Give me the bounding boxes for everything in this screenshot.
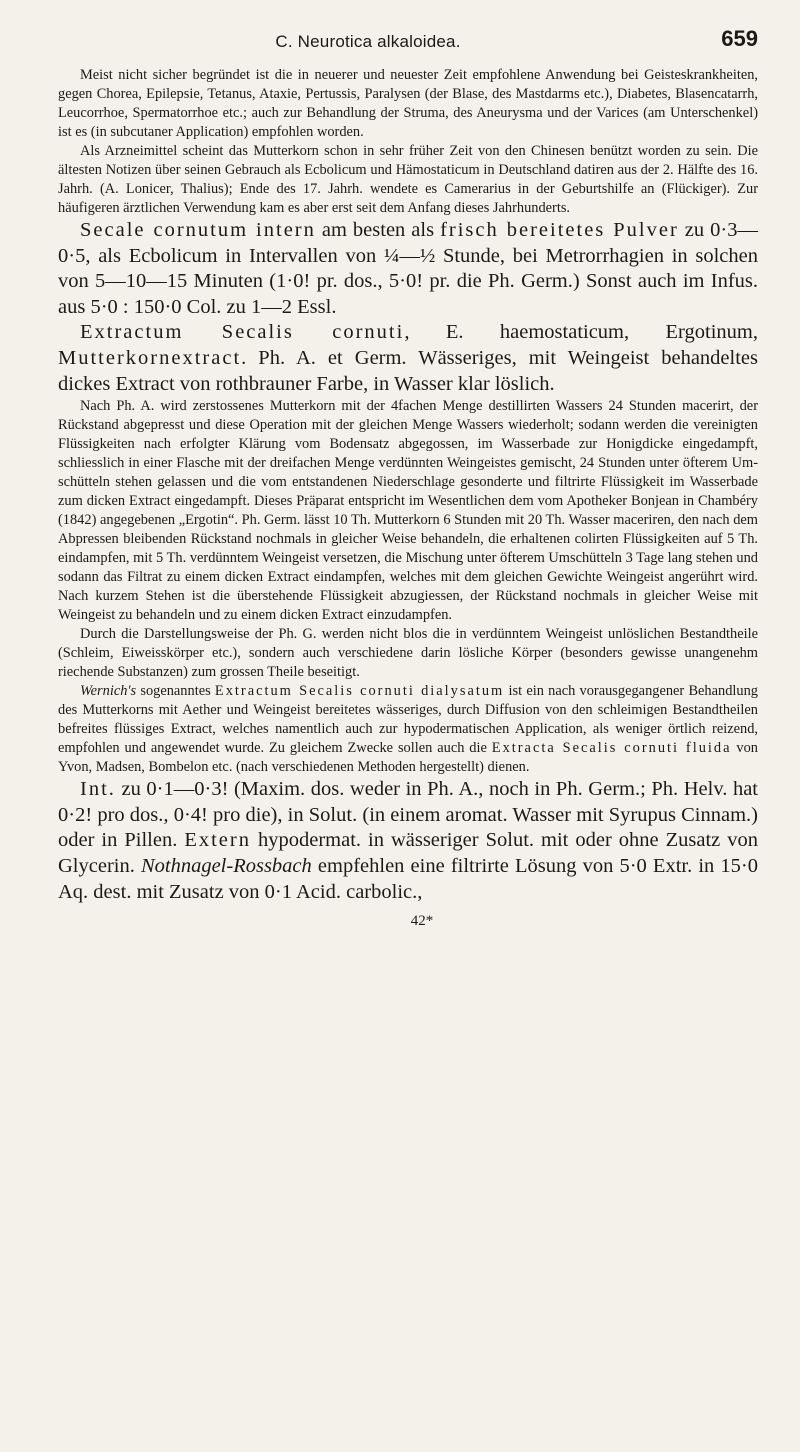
author-nothnagel-rossbach: Nothnagel-Rossbach — [140, 854, 312, 877]
paragraph-text: Als Arzneimittel scheint das Mutterkorn schon in sehr früher Zeit von den Chinesen benützt worden zu sein. Die ältesten Notizen über seinen Gebrauch als Ecbolicum und Hämostaticum in Deutschland datiren aus der 2. Hälfte des 16. Jahrh. (A. Lonicer, Thalius); Ende des 17. Jahrh. wendete es Camerarius in der Geburtshilfe an (Flückiger). Zur häufigeren ärztlichen Verwendung kam es aber erst seit dem Anfang dieses Jahrhunderts. — [58, 143, 758, 216]
paragraph-text: ist ein nach vorausgegangener Behandlung des Mutterkorns mit Aether und Weingeist bereitetes wässeriges, durch Diffusion von den schleimigen Bestandtheilen befreites flüssiges Extract, welches namentlich auch zur hypodermatischen Application, als weniger örtlich reizend, empfohlen und angewendet wurde. Zu gleichem Zwecke sollen auch die — [58, 683, 758, 757]
paragraph-indications — [58, 66, 758, 142]
term-external: Extern — [184, 829, 251, 852]
paragraph-purification — [58, 625, 758, 682]
paragraph-text: am besten als — [315, 219, 441, 241]
page-number: 659 — [721, 26, 758, 51]
paragraph-text: zu 0·3—0·5, als Ecbolicum in Intervallen von ¼—½ Stunde, bei Metrorrhagien in solchen von 5—10—15 Minuten (1·0! pr. dos., 5·0! pr. die Ph. Germ.) Sonst auch im Infus. aus 5·0 : 150·0 Col. zu 1—2 Essl. — [58, 219, 758, 318]
paragraph-text: empfehlen eine filtrirte Lösung von 5·0 Extr. in 15·0 Aq. dest. mit Zusatz von 0·1 Acid. carbolic., — [58, 854, 758, 903]
paragraph-text: zu 0·1—0·3! (Maxim. dos. weder in Ph. A., noch in Ph. Germ.; Ph. Helv. hat 0·2! pro dos., 0·4! pro die), in Solut. (in einem aromat. Wasser mit Syrupus Cinnam.) oder in Pillen. — [58, 778, 758, 852]
paragraph-internal-external-use — [58, 777, 758, 905]
paragraph-text: hypodermat. in wässeriger Solut. mit oder ohne Zusatz von Glycerin. — [58, 829, 758, 877]
paragraph-extractum — [58, 320, 758, 397]
paragraph-text: von Yvon, Madsen, Bombelon etc. (nach verschiedenen Methoden hergestellt) dienen. — [58, 740, 758, 776]
page-content — [58, 66, 758, 930]
term-fresh-powder: frisch bereitetes Pulver — [440, 219, 679, 241]
paragraph-secale-dosage — [58, 218, 758, 320]
term-secale-cornutum: Secale cornutum intern — [80, 219, 316, 241]
paragraph-history — [58, 142, 758, 218]
term-fluida: Extracta Secalis cornuti fluida — [491, 740, 732, 757]
author-wernich: Wernich's — [80, 683, 137, 700]
paragraph-text: , E. haemostaticum, Ergotinum, — [404, 321, 758, 344]
term-extractum-secalis: Extractum Secalis cornuti — [80, 321, 405, 344]
paragraph-text: sogenanntes — [136, 683, 215, 700]
term-internal: Int. — [80, 778, 116, 801]
signature-mark: 42* — [410, 913, 434, 930]
term-mutterkornextract: Mutterkornextract — [58, 346, 242, 369]
paragraph-dialysatum — [58, 682, 758, 777]
paragraph-preparation — [58, 397, 758, 625]
running-head: C. Neurotica alkaloidea. — [275, 32, 461, 51]
paragraph-text: . Ph. A. et Germ. Wässeriges, mit Weingeist behandeltes dickes Extract von rothbrauner Farbe, in Wasser klar löslich. — [58, 346, 758, 395]
term-dialysatum: Extractum Secalis cornuti dialysatum — [214, 683, 505, 700]
paragraph-text: Durch die Darstellungsweise der Ph. G. werden nicht blos die in verdünntem Weingeist unlöslichen Bestandtheile (Schleim, Eiweisskörper etc.), sondern auch verschiedene darin lösliche Körper (besonders gewisse unangenehm riechende Substanzen) zum grossen Theile beseitigt. — [58, 626, 758, 681]
page-header — [58, 26, 758, 66]
paragraph-text: Nach Ph. A. wird zerstossenes Mutterkorn mit der 4fachen Menge destillirten Wassers 24 Stunden macerirt, der Rückstand abgepresst und diese Operation mit der gleichen Menge Wassers wiederholt; sodann werden die vereinigten Flüssigkeiten nach erfolgter Klärung vom Bodensatz abgegossen, im Wasserbade zur Honigdicke eingedampft, schliesslich in einer Flasche mit der dreifachen Menge verdünnten Weingeistes gemischt, 24 Stunden unter öfterem Umschütteln stehen gelassen und die vom entstandenen Niederschlage gesonderte und filtrirte Flüssigkeit im Wasserbade zum dicken Extract eingedampft. Dieses Präparat entspricht im Wesentlichen dem vom Apotheker Bonjean in Chambéry (1842) angegebenen „Ergotin“. Ph. Germ. lässt 10 Th. Mutterkorn 6 Stunden mit 20 Th. Wasser maceriren, den nach dem Abpressen bleibenden Rückstand nochmals in gleicher Weise behandeln, die erhaltenen colirten Flüssigkeiten auf 5 Th. eindampfen, mit 5 Th. verdünntem Weingeist versetzen, die Mischung unter öfterem Umschütteln 3 Tage lang stehen und sodann das Filtrat zu einem dicken Extract eindampfen, welches mit dem gleichen Gewichte Weingeist angerührt wird. Nach kurzem Stehen ist die überstehende Flüssigkeit abzugiessen, der Rückstand nochmals in gleicher Weise mit Weingeist zu behandeln und zu einem dicken Extract einzudampfen. — [58, 398, 758, 624]
paragraph-text: Meist nicht sicher begründet ist die in neuerer und neuester Zeit empfohlene Anwendung bei Geisteskrankheiten, gegen Chorea, Epilepsie, Tetanus, Ataxie, Pertussis, Paralysen (der Blase, des Mastdarms etc.), Diabetes, Blasencatarrh, Leucorrhoe, Spermatorrhoe etc.; auch zur Behandlung der Struma, des Aneurysma und der Varices (am Unterschenkel) ist es (in subcutaner Application) empfohlen worden. — [58, 67, 758, 140]
